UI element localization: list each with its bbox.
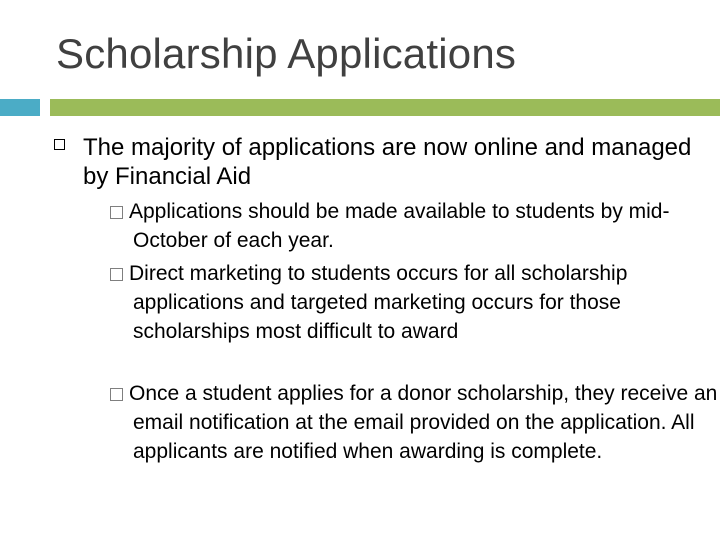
sub-bullet-text: Applications should be made available to students by mid-October of each year. [129, 200, 670, 252]
checkbox-bullet-icon [110, 268, 123, 281]
sub-bullet-item [106, 379, 720, 466]
sub-bullet-item [106, 197, 720, 255]
sub-bullet-item [106, 259, 720, 346]
sub-bullet-text: Direct marketing to students occurs for all scholarship applications and targeted marketing occurs for those scholarships most difficult to award [129, 262, 628, 343]
checkbox-bullet-icon [110, 206, 123, 219]
square-bullet-icon [54, 139, 65, 150]
slide-title: Scholarship Applications [56, 30, 517, 77]
main-bullet-text: The majority of applications are now online and managed by Financial Aid [83, 134, 692, 190]
checkbox-bullet-icon [110, 388, 123, 401]
accent-bar-left [0, 99, 40, 116]
sub-bullet-text: Once a student applies for a donor scholarship, they receive an email notification at the email provided on the application. All applicants are notified when awarding is complete. [129, 382, 718, 463]
accent-bar-right [50, 99, 720, 116]
